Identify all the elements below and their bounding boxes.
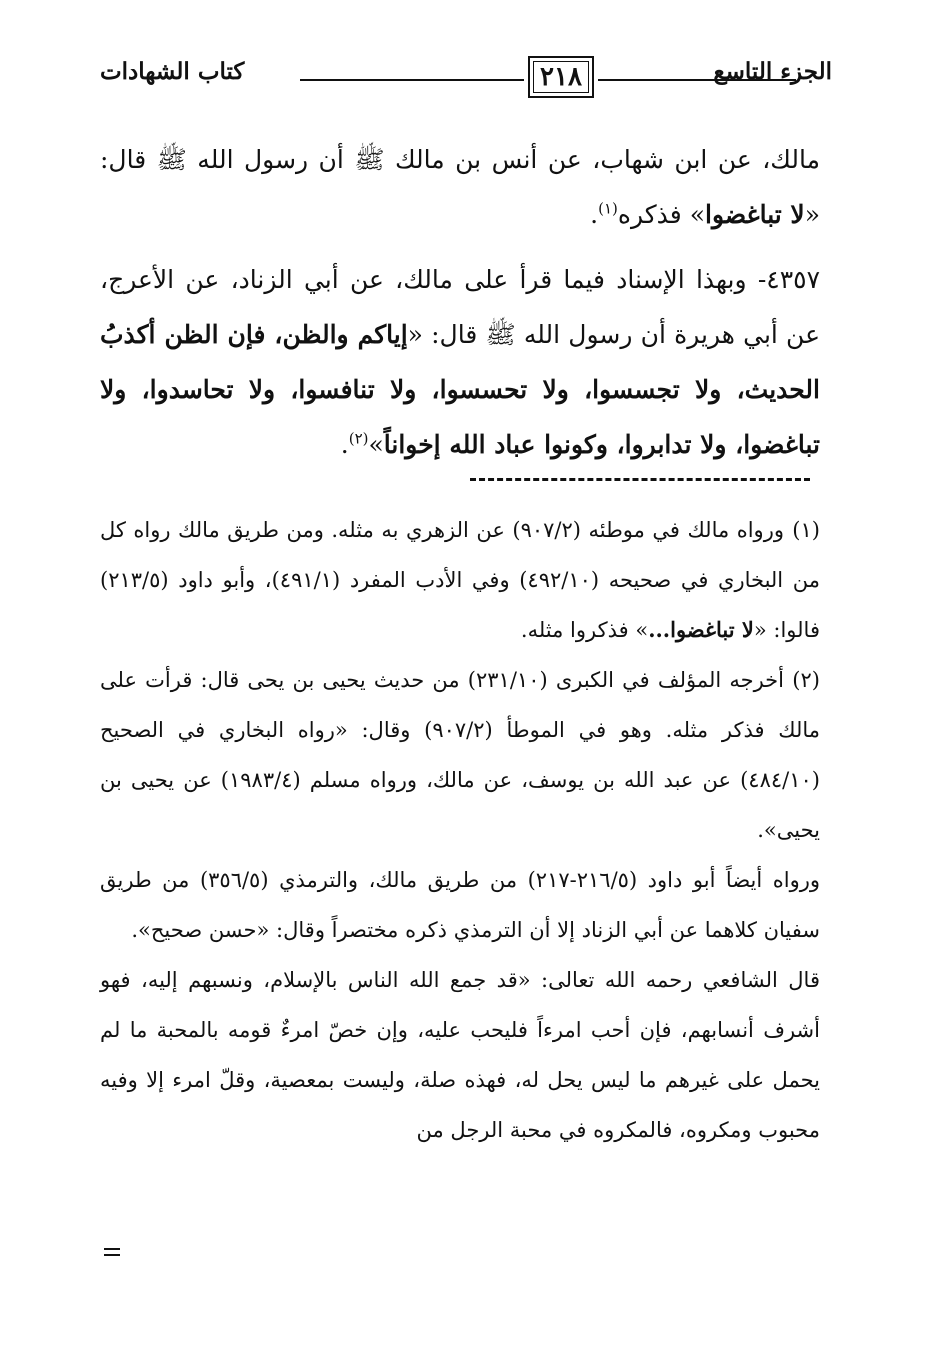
header-rule-right	[598, 79, 796, 81]
footnote-1-number: (١)	[792, 518, 820, 542]
paragraph-2	[100, 252, 820, 472]
paragraph-1	[100, 132, 820, 242]
page-number: ٢١٨	[528, 56, 594, 98]
continuation-mark	[104, 1248, 120, 1256]
main-text	[100, 132, 820, 472]
footnote-2-number: (٢)	[792, 668, 820, 692]
paragraph-1-period: .	[590, 200, 599, 229]
footnote-2-continuation-1: ورواه أيضاً أبو داود (٢١٦/٥-٢١٧) من طريق مالك، والترمذي (٣٥٦/٥) من طريق سفيان كلاهما عن أبي الزناد إلا أن الترمذي ذكره مختصراً وقال: «حسن صحيح».	[100, 868, 821, 942]
header-rule-left	[300, 79, 524, 81]
paragraph-2-text-end: »	[368, 430, 384, 459]
hadith-quote-2: إياكم والظن، فإن الظن أكذبُ الحديث، ولا تجسسوا، ولا تحسسوا، ولا تنافسوا، ولا تحاسدوا، ولا تباغضوا، ولا تدابروا، وكونوا عباد الله إخواناً	[100, 320, 820, 459]
footnote-1-quote: لا تباغضوا...	[648, 617, 754, 642]
footnote-2-text: أخرجه المؤلف في الكبرى (٢٣١/١٠) من حديث يحيى بن يحى قال: قرأت على مالك فذكر مثله. وهو في الموطأ (٩٠٧/٢) وقال: «رواه البخاري في الصحيح (٤٨٤/١٠) عن عبد الله بن يوسف، عن مالك، ورواه مسلم (١٩٨٣/٤) عن يحيى بن يحيى».	[100, 668, 821, 842]
paragraph-2-text: ٤٣٥٧- وبهذا الإسناد فيما قرأ على مالك، عن أبي الزناد، عن الأعرج، عن أبي هريرة أن رسول الله ﷺ قال: «	[100, 265, 820, 349]
footnote-ref-2: (٢)	[348, 429, 369, 448]
chapter-title: كتاب الشهادات	[100, 58, 245, 85]
footnote-1-end: » فذكروا مثله.	[520, 618, 649, 642]
footnote-ref-1: (١)	[598, 199, 618, 218]
paragraph-2-period: .	[340, 430, 349, 459]
hadith-quote-1: لا تباغضوا	[705, 200, 805, 229]
footnotes	[100, 505, 820, 1155]
footnote-1-text: ورواه مالك في موطئه (٩٠٧/٢) عن الزهري به مثله. ومن طريق مالك رواه كل من البخاري في صحيحه (٤٩٢/١٠) وفي الأدب المفرد (٤٩١/١)، وأبو داود (٢١٣/٥) فالوا: «	[100, 518, 821, 642]
footnote-1	[100, 505, 820, 655]
footnote-2	[100, 655, 820, 855]
paragraph-1-text: مالك، عن ابن شهاب، عن أنس بن مالك ﷺ أن رسول الله ﷺ قال: «	[100, 145, 820, 229]
paragraph-1-text-end: » فذكره	[617, 200, 705, 229]
footnote-separator	[470, 478, 810, 481]
running-header	[100, 48, 832, 98]
footnote-2-continuation-2: قال الشافعي رحمه الله تعالى: «قد جمع الله الناس بالإسلام، ونسبهم إليه، فهو أشرف أنسابهم، فإن أحب امرءاً فليحب عليه، وإن خصّ امرءٌ قومه بالمحبة ما لم يحمل على غيرهم ما ليس يحل له، فهذه صلة، وليست بمعصية، وقلّ امرء إلا وفيه محبوب ومكروه، فالمكروه في محبة الرجل من	[100, 968, 820, 1142]
volume-title: الجزء التاسع	[713, 58, 832, 85]
